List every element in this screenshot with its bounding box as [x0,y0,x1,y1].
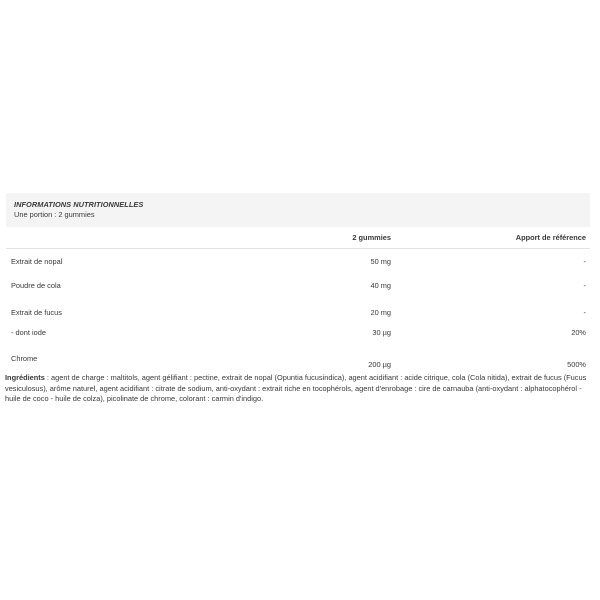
serving-size: Une portion : 2 gummies [14,210,95,219]
nutrient-amount: 50 mg [370,257,391,266]
nutrition-panel [6,193,590,377]
nutrient-amount: 30 µg [372,328,391,337]
column-header-reference: Apport de référence [515,233,586,242]
table-header [6,227,590,249]
nutrient-reference: - [583,257,586,266]
nutrient-reference: - [583,308,586,317]
column-header-amount: 2 gummies [352,233,391,242]
ingredients-text [5,373,593,405]
table-row [6,249,590,274]
table-row [6,322,590,347]
nutrient-amount: 40 mg [370,281,391,290]
nutrient-name: Poudre de cola [11,281,61,290]
nutrient-name: Extrait de fucus [11,308,62,317]
nutrient-name: Extrait de nopal [11,257,63,266]
table-row [6,302,590,322]
nutrient-reference: - [583,281,586,290]
nutrient-amount: 20 mg [370,308,391,317]
nutrient-reference: 20% [571,328,586,337]
nutrient-reference: 500% [567,360,586,369]
table-row [6,274,590,302]
nutrient-amount: 200 µg [368,360,391,369]
nutrient-name: - dont iode [11,328,46,337]
nutrition-header [6,193,590,227]
ingredients-label: Ingrédients [5,373,45,382]
ingredients-list: : agent de charge : maltitols, agent gélifiant : pectine, extrait de nopal (Opuntia fucusindica), agent acidifiant : acide citrique, cola (Cola nitida), extrait de fucus (Fucus vesiculosus), arôme naturel, agent acidifiant : citrate de sodium, anti-oxydant : extrait riche en tocophérols, agent d'enrobage : cire de carnauba (anti-oxydant : alphatocophérol - huile de coco - huile de colza), picolinate de chrome, colorant : carmin d'indigo. [5,373,587,403]
nutrition-title: INFORMATIONS NUTRITIONNELLES [14,200,144,209]
nutrient-name: Chrome [11,354,38,363]
